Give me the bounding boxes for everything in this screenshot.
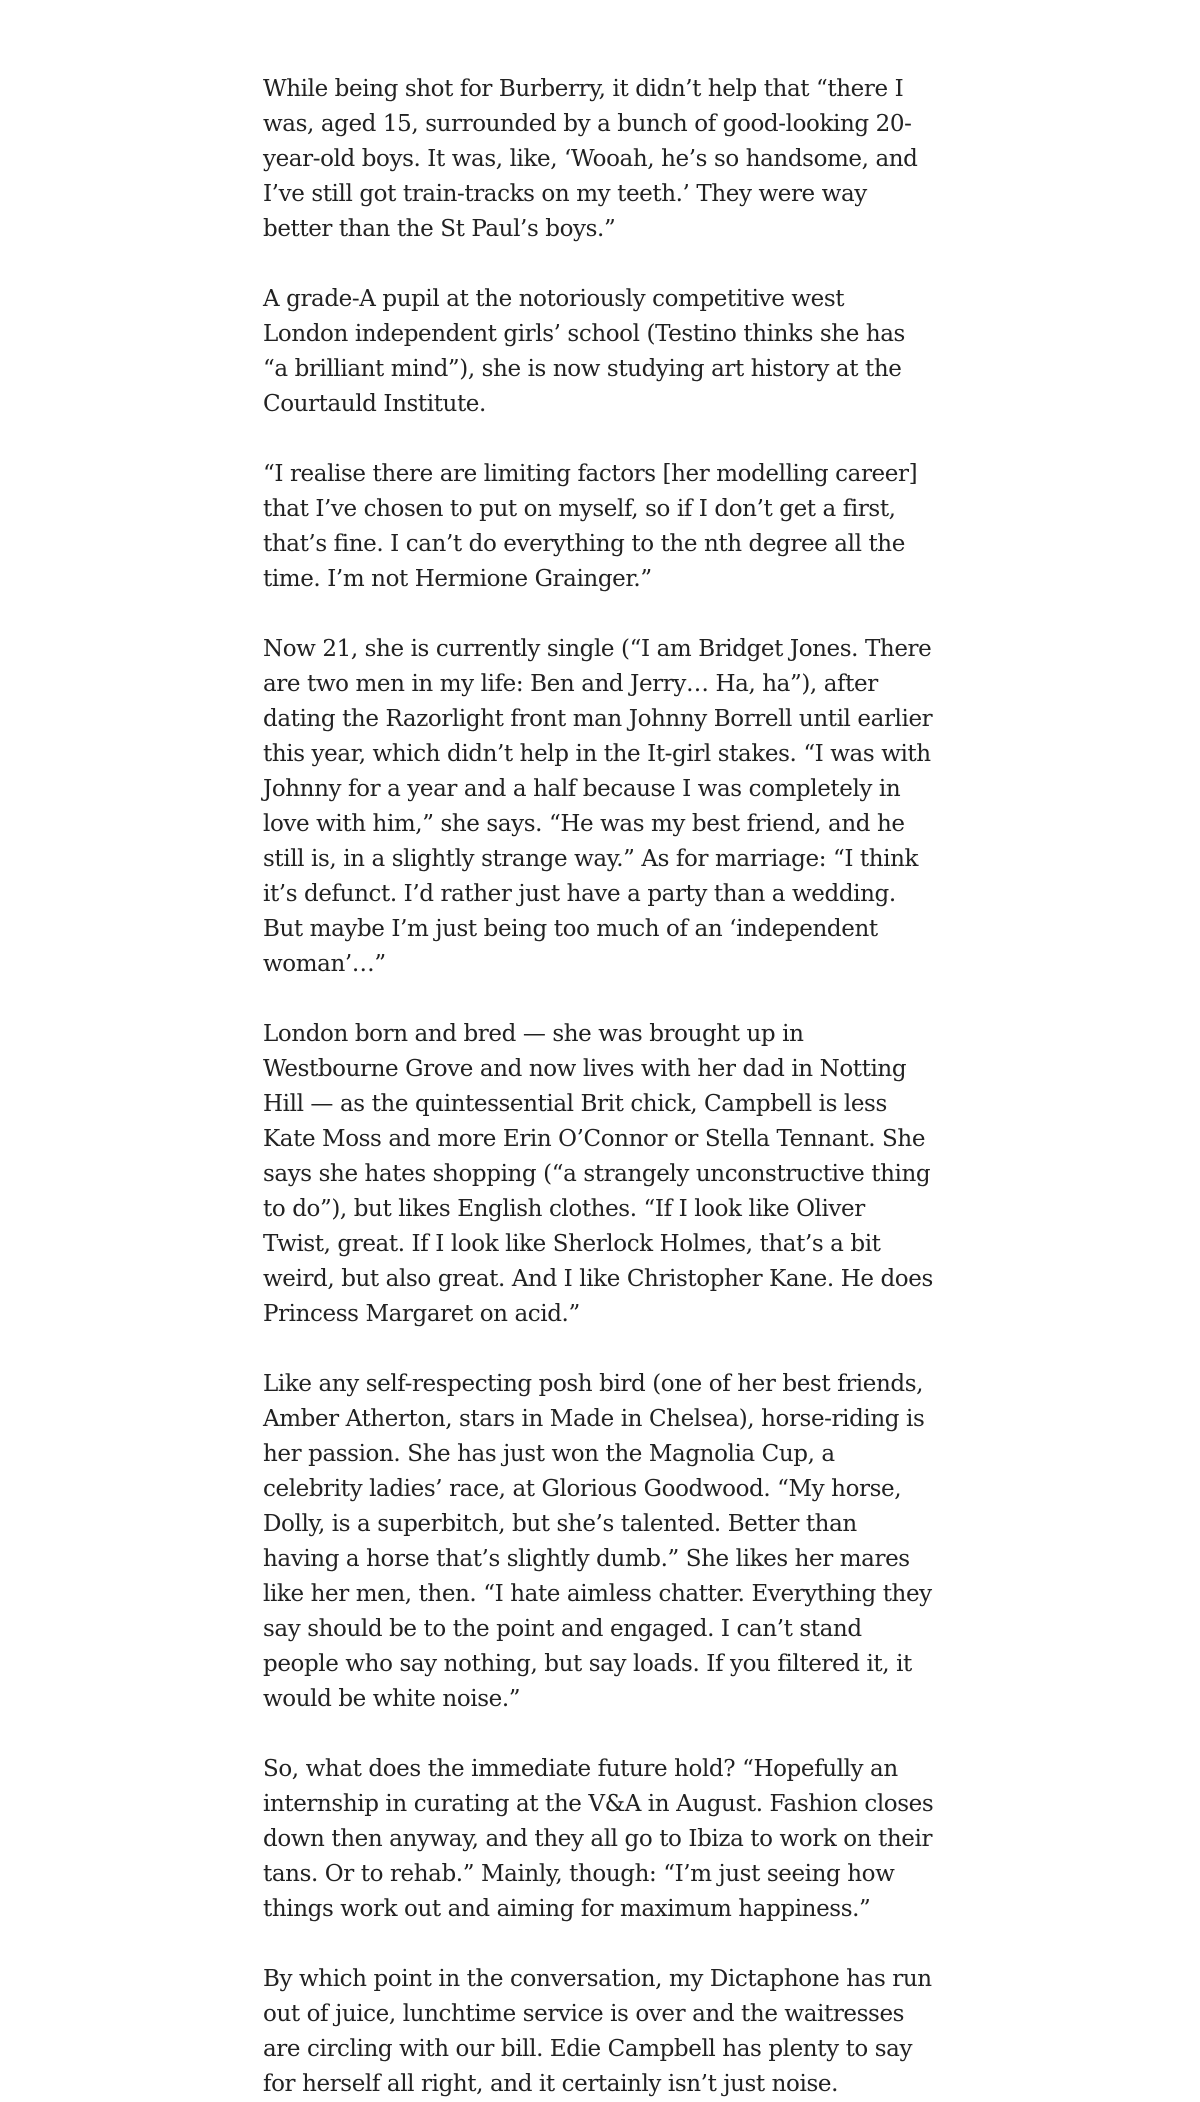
article-body bbox=[263, 72, 935, 2102]
paragraph: Like any self-respecting posh bird (one of her best friends, Amber Atherton, stars in Made in Chelsea), horse-riding is her passion. She has just won the Magnolia Cup, a celebrity ladies’ race, at Glorious Goodwood. “My horse, Dolly, is a superbitch, but she’s talented. Better than having a horse that’s slightly dumb.” She likes her mares like her men, then. “I hate aimless chatter. Everything they say should be to the point and engaged. I can’t stand people who say nothing, but say loads. If you filtered it, it would be white noise.” bbox=[263, 1371, 932, 1712]
paragraph: A grade-A pupil at the notoriously competitive west London independent girls’ school (Testino thinks she has “a brilliant mind”), she is now studying art history at the Courtauld Institute. bbox=[263, 286, 905, 417]
paragraph: Now 21, she is currently single (“I am Bridget Jones. There are two men in my life: Ben and Jerry… Ha, ha”), after dating the Razorlight front man Johnny Borrell until earlier this year, which didn’t help in the It-girl stakes. “I was with Johnny for a year and a half because I was completely in love with him,” she says. “He was my best friend, and he still is, in a slightly strange way.” As for marriage: “I think it’s defunct. I’d rather just have a party than a wedding. But maybe I’m just being too much of an ‘independent woman’…” bbox=[263, 636, 933, 977]
paragraph: London born and bred — she was brought up in Westbourne Grove and now lives with her dad in Notting Hill — as the quintessential Brit chick, Campbell is less Kate Moss and more Erin O’Connor or Stella Tennant. She says she hates shopping (“a strangely unconstructive thing to do”), but likes English clothes. “If I look like Oliver Twist, great. If I look like Sherlock Holmes, that’s a bit weird, but also great. And I like Christopher Kane. He does Princess Margaret on acid.” bbox=[263, 1021, 933, 1327]
paragraph: “I realise there are limiting factors [her modelling career] that I’ve chosen to put on myself, so if I don’t get a first, that’s fine. I can’t do everything to the nth degree all the time. I’m not Hermione Grainger.” bbox=[263, 461, 918, 592]
paragraph: So, what does the immediate future hold? “Hopefully an internship in curating at the V&A in August. Fashion closes down then anyway, and they all go to Ibiza to work on their tans. Or to rehab.” Mainly, though: “I’m just seeing how things work out and aiming for maximum happiness.” bbox=[263, 1756, 934, 1922]
paragraph: By which point in the conversation, my Dictaphone has run out of juice, lunchtime service is over and the waitresses are circling with our bill. Edie Campbell has plenty to say for herself all right, and it certainly isn’t just noise. bbox=[263, 1966, 932, 2097]
paragraph: While being shot for Burberry, it didn’t help that “there I was, aged 15, surrounded by a bunch of good-looking 20-year-old boys. It was, like, ‘Wooah, he’s so handsome, and I’ve still got train-tracks on my teeth.’ They were way better than the St Paul’s boys.” bbox=[263, 76, 918, 242]
